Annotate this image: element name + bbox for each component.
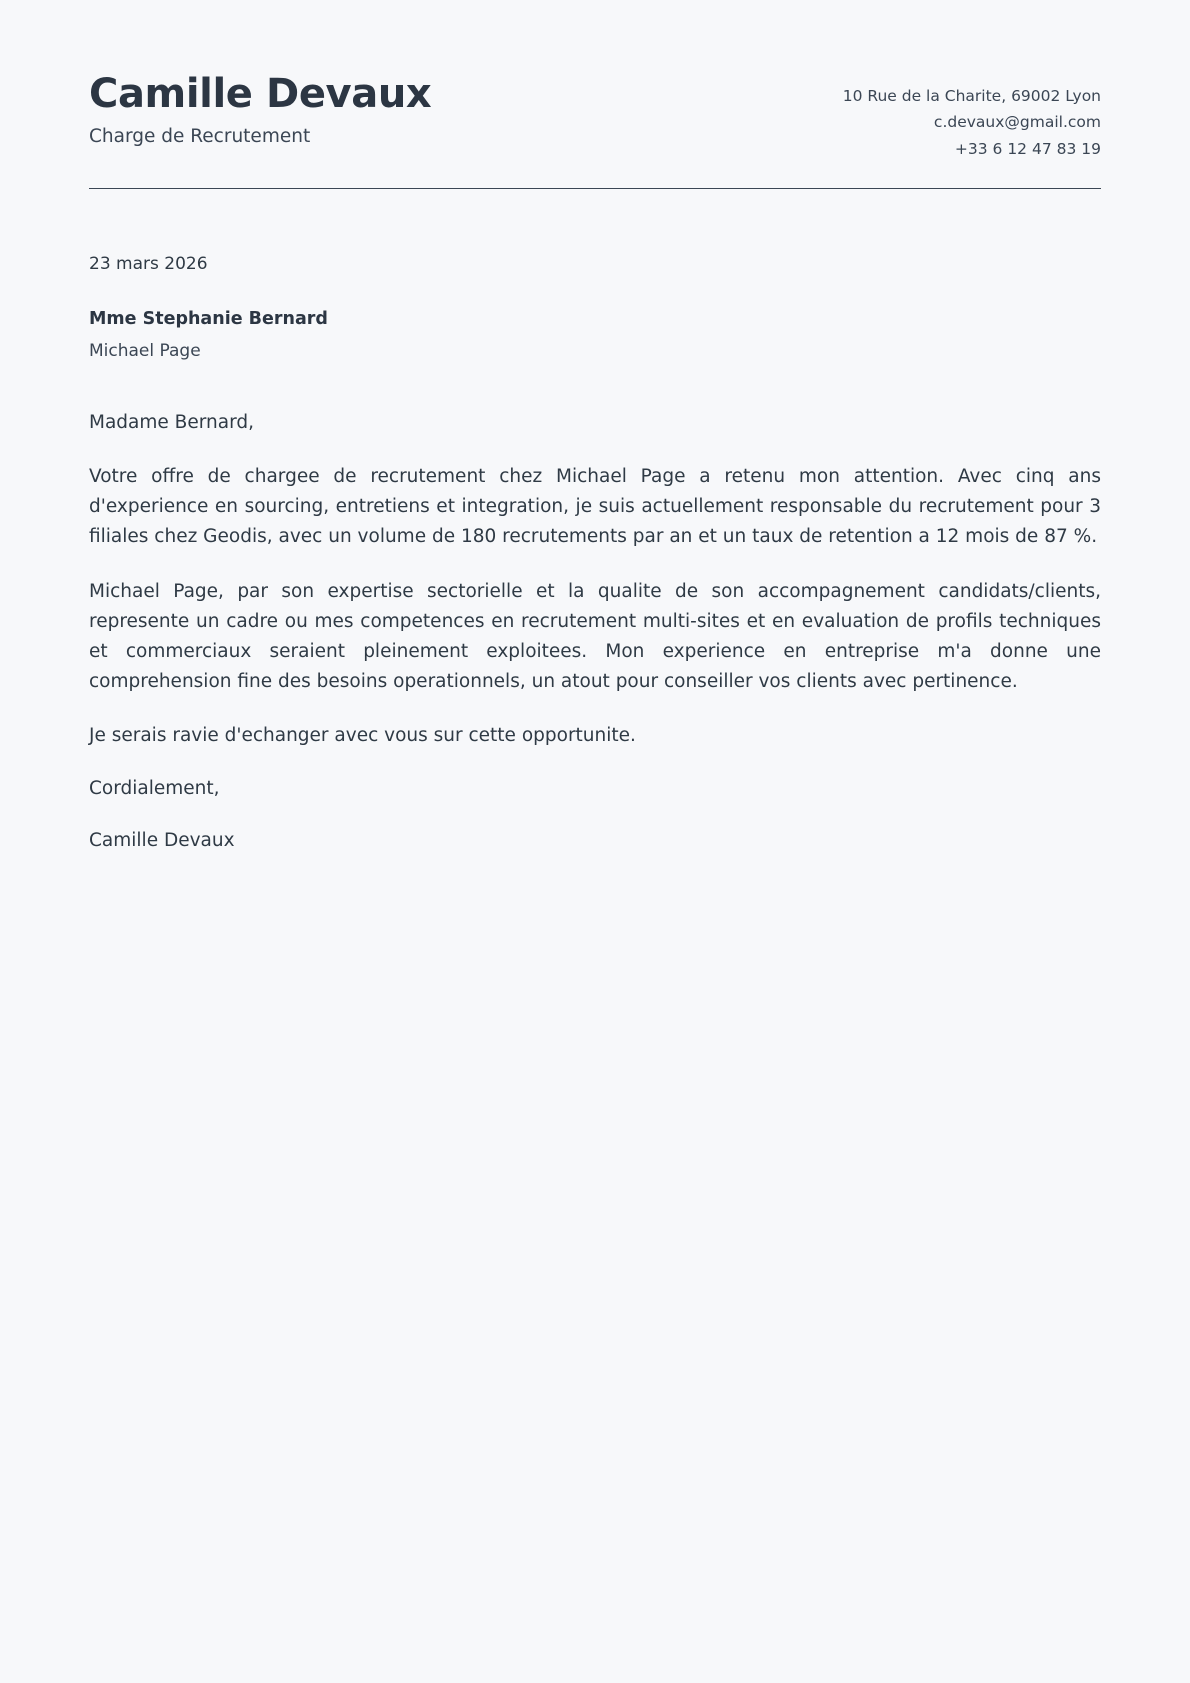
contact-address: 10 Rue de la Charite, 69002 Lyon xyxy=(842,87,1101,105)
page-title: Camille Devaux xyxy=(89,71,432,117)
recipient-name: Mme Stephanie Bernard xyxy=(89,309,328,330)
letter-body xyxy=(89,409,1101,855)
job-title: Charge de Recrutement xyxy=(89,125,311,147)
contact-email[interactable]: c.devaux@gmail.com xyxy=(933,113,1101,132)
body-paragraph-3: Je serais ravie d'echanger avec vous sur cette opportunite. xyxy=(89,724,636,746)
closing-salutation: Cordialement, xyxy=(89,777,220,799)
body-paragraph-1: Votre offre de chargee de recrutement chez Michael Page a retenu mon attention. Avec cinq ans d'experience en sourcing, entretiens et integration, je suis actuellement responsable du recrutement pour 3 filiales chez Geodis, avec un volume de 180 recrutements par an et un taux de retention a 12 mois de 87 %. xyxy=(89,465,1101,547)
body-paragraph-2: Michael Page, par son expertise sectorielle et la qualite de son accompagnement candidats/clients, represente un cadre ou mes competences en recrutement multi-sites et en evaluation de profils techniques et commerciaux seraient pleinement exploitees. Mon experience en entreprise m'a donne une comprehension fine des besoins operationnels, un atout pour conseiller vos clients avec pertinence. xyxy=(89,580,1101,692)
signature-name: Camille Devaux xyxy=(89,830,235,852)
recipient-company: Michael Page xyxy=(89,340,201,361)
contact-phone[interactable]: +33 6 12 47 83 19 xyxy=(954,139,1101,158)
salutation: Madame Bernard, xyxy=(89,412,254,434)
identity-block xyxy=(89,72,431,149)
contact-block xyxy=(843,72,1101,160)
letter-meta xyxy=(89,253,1101,363)
letter-header xyxy=(89,72,1101,189)
letter-date: 23 mars 2026 xyxy=(89,254,208,275)
